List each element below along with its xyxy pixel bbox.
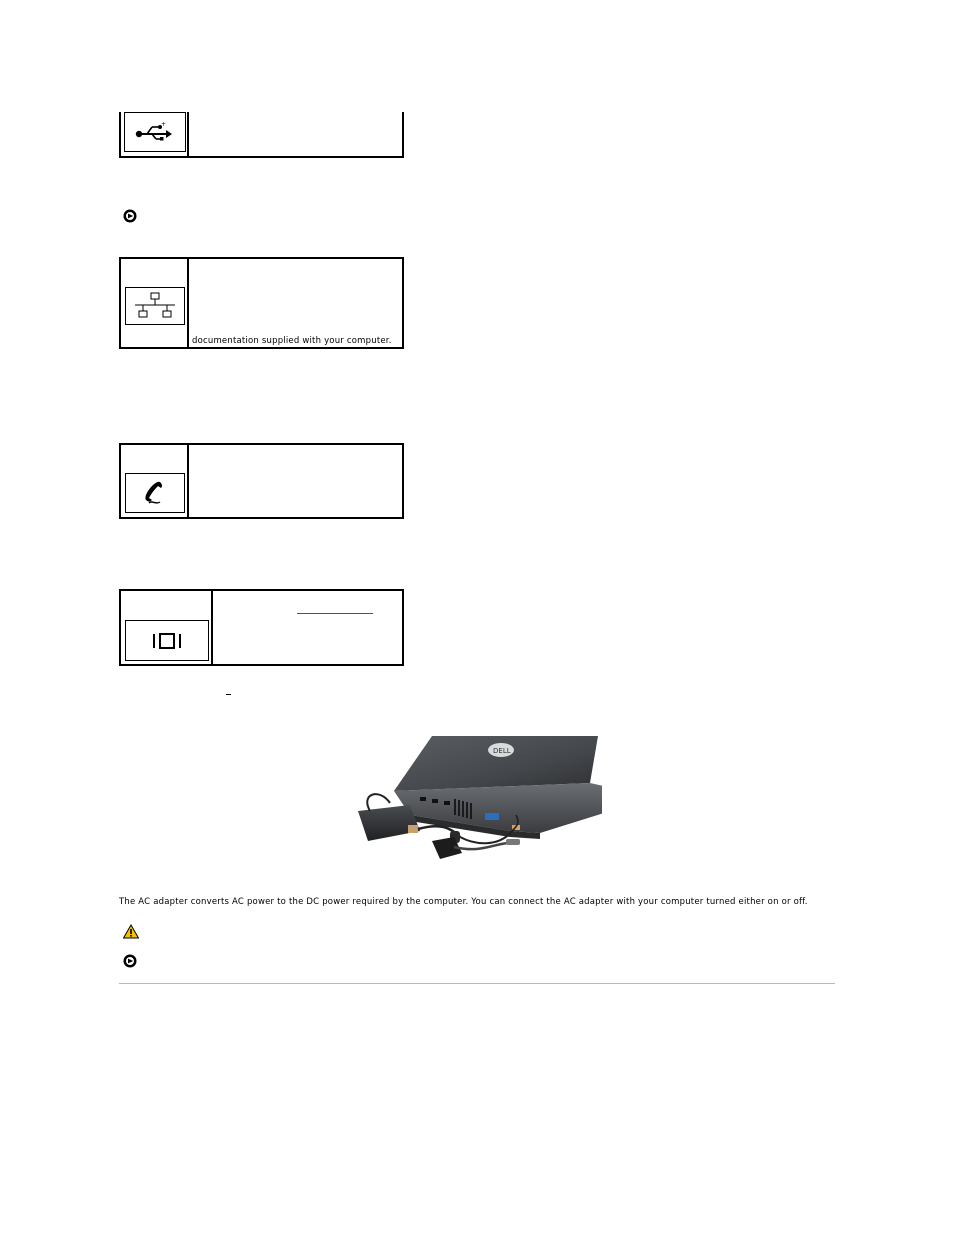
video-connector-table [119,589,404,666]
ac-adapter-paragraph: The AC adapter converts AC power to the DC power required by the computer. You can connect the AC adapter with your computer turned either on or off. [119,897,808,907]
network-description: documentation supplied with your computer. [192,336,392,346]
monitor-icon [150,631,184,651]
usb-icon [135,121,175,143]
telephone-icon-frame [125,473,185,513]
notice-icon [123,209,137,223]
telephone-icon [140,478,170,508]
svg-text:+: + [161,121,167,128]
table-divider [187,259,189,347]
section-divider [119,983,835,984]
modem-connector-table [119,443,404,519]
table-divider [211,591,213,664]
svg-text:DELL: DELL [493,747,511,755]
table-divider [187,112,189,156]
video-link[interactable] [297,613,373,614]
network-connector-table [119,257,404,349]
network-icon [133,291,177,321]
usb-icon-frame [124,112,186,152]
network-icon-frame [125,287,185,325]
caution-icon [123,924,139,939]
table-divider [187,445,189,517]
notice-icon [123,954,137,968]
footnote-link[interactable] [226,694,231,695]
usb-connector-table [119,112,404,158]
monitor-icon-frame [125,620,209,661]
ac-adapter-photo [350,733,602,883]
